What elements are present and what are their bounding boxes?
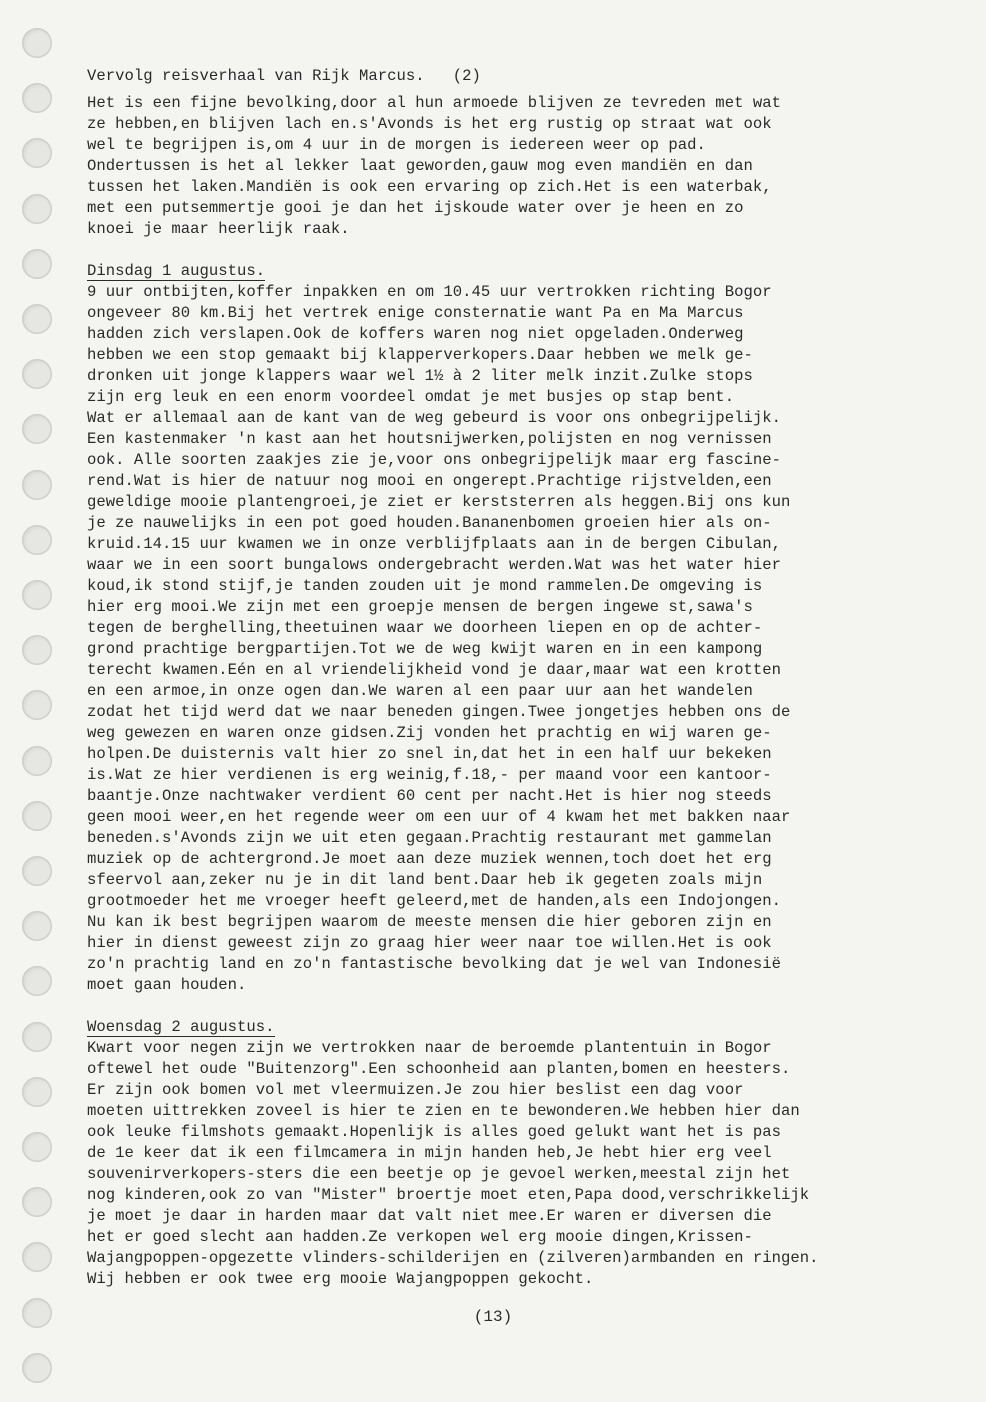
text-line: hadden zich verslapen.Ook de koffers waren nog niet opgeladen.Onderweg [87, 325, 744, 343]
section-woensdag [87, 1017, 947, 1290]
text-line: zijn erg leuk en een enorm voordeel omdat je met busjes op stap bent. [87, 388, 735, 406]
text-line: beneden.s'Avonds zijn we uit eten gegaan.Prachtig restaurant met gammelan [87, 829, 772, 847]
text-line: geweldige mooie plantengroei,je ziet er kerststerren als heggen.Bij ons kun [87, 493, 791, 511]
binder-hole [22, 1077, 52, 1107]
text-line: hier erg mooi.We zijn met een groepje mensen de bergen ingewe st,sawa's [87, 598, 753, 616]
text-line: rend.Wat is hier de natuur nog mooi en ongerept.Prachtige rijstvelden,een [87, 472, 772, 490]
page-number: (13) [473, 1308, 513, 1326]
text-line: nog kinderen,ook zo van "Mister" broertje moet eten,Papa dood,verschrikkelijk [87, 1186, 810, 1204]
text-line: tegen de berghelling,theetuinen waar we doorheen liepen en op de achter- [87, 619, 763, 637]
text-line: moeten uittrekken zoveel is hier te zien en te bewonderen.We hebben hier dan [87, 1102, 800, 1120]
binder-hole [22, 1187, 52, 1217]
intro-paragraph [87, 93, 947, 240]
binder-hole [22, 1132, 52, 1162]
binder-hole [22, 966, 52, 996]
text-line: knoei je maar heerlijk raak. [87, 220, 350, 238]
binder-hole [22, 856, 52, 886]
binder-hole [22, 525, 52, 555]
text-line: de 1e keer dat ik een filmcamera in mijn handen heb,Je hebt hier erg veel [87, 1144, 772, 1162]
section-body [87, 1038, 947, 1290]
page-title: Vervolg reisverhaal van Rijk Marcus. (2) [87, 67, 481, 85]
text-line: hebben we een stop gemaakt bij klapperverkopers.Daar hebben we melk ge- [87, 346, 753, 364]
text-line: je ze nauwelijks in een pot goed houden.Bananenbomen groeien hier als on- [87, 514, 772, 532]
text-line: met een putsemmertje gooi je dan het ijskoude water over je heen en zo [87, 199, 744, 217]
binder-hole [22, 194, 52, 224]
text-line: Er zijn ook bomen vol met vleermuizen.Je zou hier beslist een dag voor [87, 1081, 744, 1099]
section-body [87, 282, 947, 996]
section-heading: Dinsdag 1 augustus. [87, 262, 266, 280]
binder-hole [22, 28, 52, 58]
text-line: terecht kwamen.Eén en al vriendelijkheid vond je daar,maar wat een krotten [87, 661, 781, 679]
document-content [87, 66, 947, 1290]
text-line: Wij hebben er ook twee erg mooie Wajangpoppen gekocht. [87, 1270, 594, 1288]
text-line: Kwart voor negen zijn we vertrokken naar de beroemde plantentuin in Bogor [87, 1039, 772, 1057]
section-heading: Woensdag 2 augustus. [87, 1018, 275, 1036]
section-dinsdag [87, 261, 947, 996]
binder-hole [22, 690, 52, 720]
text-line: Wat er allemaal aan de kant van de weg gebeurd is voor ons onbegrijpelijk. [87, 409, 781, 427]
text-line: grond prachtige bergpartijen.Tot we de weg kwijt waren en in een kampong [87, 640, 763, 658]
text-line: ongeveer 80 km.Bij het vertrek enige consternatie want Pa en Ma Marcus [87, 304, 744, 322]
binder-hole [22, 580, 52, 610]
text-line: waar we in een soort bungalows ondergebracht werden.Wat was het water hier [87, 556, 781, 574]
text-line: wel te begrijpen is,om 4 uur in de morgen is iedereen weer op pad. [87, 136, 706, 154]
text-line: zodat het tijd werd dat we naar beneden gingen.Twee jongetjes hebben ons de [87, 703, 791, 721]
text-line: het er goed slecht aan hadden.Ze verkopen wel erg mooie dingen,Krissen- [87, 1228, 753, 1246]
text-line: moet gaan houden. [87, 976, 247, 994]
text-line: oftewel het oude "Buitenzorg".Een schoonheid aan planten,bomen en heesters. [87, 1060, 791, 1078]
text-line: Ondertussen is het al lekker laat geworden,gauw mog even mandiën en dan [87, 157, 753, 175]
text-line: Nu kan ik best begrijpen waarom de meeste mensen die hier geboren zijn en [87, 913, 772, 931]
binder-hole [22, 138, 52, 168]
text-line: ook leuke filmshots gemaakt.Hopenlijk is alles goed gelukt want het is pas [87, 1123, 781, 1141]
text-line: geen mooi weer,en het regende weer om een uur of 4 kwam het met bakken naar [87, 808, 791, 826]
text-line: 9 uur ontbijten,koffer inpakken en om 10.45 uur vertrokken richting Bogor [87, 283, 772, 301]
text-line: sfeervol aan,zeker nu je in dit land bent.Daar heb ik gegeten zoals mijn [87, 871, 763, 889]
text-line: Een kastenmaker 'n kast aan het houtsnijwerken,polijsten en nog vernissen [87, 430, 772, 448]
text-line: is.Wat ze hier verdienen is erg weinig,f.18,- per maand voor een kantoor- [87, 766, 772, 784]
binder-hole [22, 801, 52, 831]
binder-hole [22, 359, 52, 389]
binder-hole [22, 1353, 52, 1383]
binder-hole [22, 304, 52, 334]
text-line: je moet je daar in harden maar dat valt niet mee.Er waren er diversen die [87, 1207, 772, 1225]
text-line: hier in dienst geweest zijn zo graag hier weer naar toe willen.Het is ook [87, 934, 772, 952]
text-line: souvenirverkopers-sters die een beetje op je gevoel werken,meestal zijn het [87, 1165, 791, 1183]
binder-holes [22, 28, 56, 1398]
text-line: en een armoe,in onze ogen dan.We waren al een paar uur aan het wandelen [87, 682, 753, 700]
text-line: Wajangpoppen-opgezette vlinders-schilderijen en (zilveren)armbanden en ringen. [87, 1249, 819, 1267]
binder-hole [22, 414, 52, 444]
binder-hole [22, 249, 52, 279]
text-line: koud,ik stond stijf,je tanden zouden uit je mond rammelen.De omgeving is [87, 577, 763, 595]
binder-hole [22, 635, 52, 665]
text-line: tussen het laken.Mandiën is ook een ervaring op zich.Het is een waterbak, [87, 178, 772, 196]
binder-hole [22, 470, 52, 500]
text-line: baantje.Onze nachtwaker verdient 60 cent per nacht.Het is hier nog steeds [87, 787, 772, 805]
text-line: dronken uit jonge klappers waar wel 1½ à 2 liter melk inzit.Zulke stops [87, 367, 753, 385]
text-line: ze hebben,en blijven lach en.s'Avonds is het erg rustig op straat wat ook [87, 115, 772, 133]
text-line: zo'n prachtig land en zo'n fantastische bevolking dat je wel van Indonesië [87, 955, 781, 973]
text-line: grootmoeder het me vroeger heeft geleerd,met de handen,als een Indojongen. [87, 892, 781, 910]
text-line: Het is een fijne bevolking,door al hun armoede blijven ze tevreden met wat [87, 94, 781, 112]
text-line: kruid.14.15 uur kwamen we in onze verblijfplaats aan in de bergen Cibulan, [87, 535, 781, 553]
text-line: muziek op de achtergrond.Je moet aan deze muziek wennen,toch doet het erg [87, 850, 772, 868]
binder-hole [22, 746, 52, 776]
text-line: holpen.De duisternis valt hier zo snel in,dat het in een half uur bekeken [87, 745, 772, 763]
binder-hole [22, 1022, 52, 1052]
text-line: weg gewezen en waren onze gidsen.Zij vonden het prachtig en wij waren ge- [87, 724, 772, 742]
binder-hole [22, 1242, 52, 1272]
binder-hole [22, 911, 52, 941]
binder-hole [22, 83, 52, 113]
text-line: ook. Alle soorten zaakjes zie je,voor ons onbegrijpelijk maar erg fascine- [87, 451, 781, 469]
